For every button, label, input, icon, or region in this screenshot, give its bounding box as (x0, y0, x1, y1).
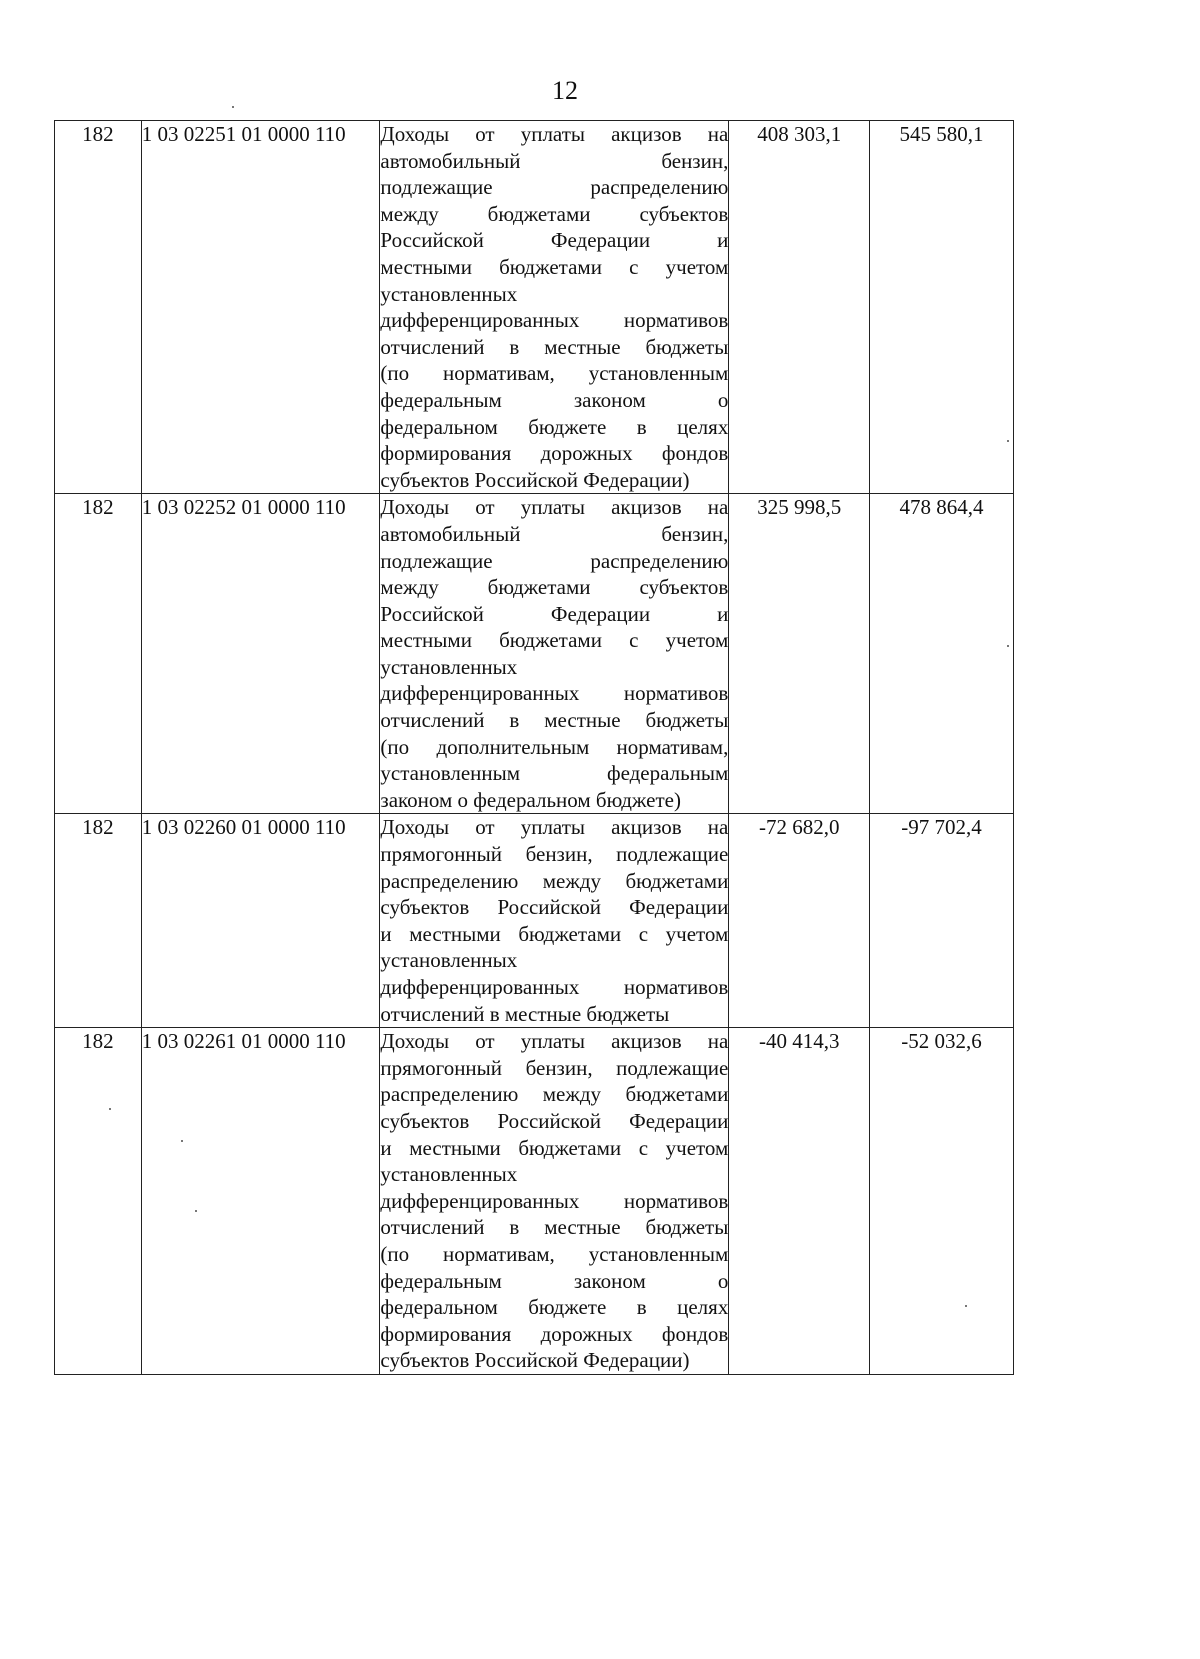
revenue-name-line: установленных (380, 948, 518, 973)
admin-code-cell: 182 (55, 121, 142, 494)
revenue-name-line: отчислений в местные бюджеты (380, 334, 729, 359)
admin-code-cell: 182 (55, 494, 142, 814)
revenue-name-line: отчислений в местные бюджеты (380, 1001, 670, 1026)
revenue-name-line: дифференцированных нормативов (380, 308, 729, 333)
revenue-name-line: отчислений в местные бюджеты (380, 708, 729, 733)
revenue-name-cell (380, 121, 729, 494)
revenue-name-line: подлежащие распределению (380, 175, 729, 200)
budget-classification-code-cell: 1 03 02260 01 0000 110 (141, 814, 380, 1028)
revenue-name-line: Российской Федерации и (380, 228, 729, 253)
table-row (55, 1028, 1014, 1375)
table-row (55, 121, 1014, 494)
revenue-name-line: законом о федеральном бюджете) (380, 787, 681, 812)
table-row (55, 814, 1014, 1028)
revenue-name-line: отчислений в местные бюджеты (380, 1215, 729, 1240)
revenue-name-line: дифференцированных нормативов (380, 1188, 729, 1213)
revenue-name-line: федеральным законом о (380, 387, 729, 412)
scan-speck (109, 1108, 111, 1110)
table-row (55, 494, 1014, 814)
scan-speck (1007, 645, 1009, 647)
admin-code-cell: 182 (55, 1028, 142, 1375)
revenue-name-line: распределению между бюджетами (380, 1082, 729, 1107)
revenue-name-line: установленных (380, 281, 518, 306)
revenue-name-line: Доходы от уплаты акцизов на (380, 122, 729, 146)
revenue-name-line: прямогонный бензин, подлежащие (380, 1055, 729, 1080)
scan-speck (195, 1210, 197, 1212)
revenue-name-line: местными бюджетами с учетом (380, 254, 729, 279)
revenue-name-line: автомобильный бензин, (380, 521, 729, 546)
revenue-name-line: Доходы от уплаты акцизов на (380, 1029, 729, 1054)
revenue-name-line: (по нормативам, установленным (380, 1241, 729, 1266)
admin-code-cell: 182 (55, 814, 142, 1028)
scan-speck (232, 106, 234, 108)
revenue-name-line: подлежащие распределению (380, 548, 729, 573)
revenue-name-line: федеральном бюджете в целях (380, 1295, 729, 1320)
amount-year-1-cell: -40 414,3 (729, 1028, 870, 1375)
budget-classification-code-cell: 1 03 02252 01 0000 110 (141, 494, 380, 814)
amount-year-1-cell: -72 682,0 (729, 814, 870, 1028)
table-body (55, 121, 1014, 1375)
amount-year-1-cell: 325 998,5 (729, 494, 870, 814)
revenue-name-line: субъектов Российской Федерации) (380, 1348, 690, 1373)
revenue-name-line: (по нормативам, установленным (380, 361, 729, 386)
budget-classification-code-cell: 1 03 02251 01 0000 110 (141, 121, 380, 494)
budget-revenue-table (54, 120, 1014, 1375)
revenue-name-line: местными бюджетами с учетом (380, 628, 729, 653)
revenue-name-line: и местными бюджетами с учетом (380, 1135, 729, 1160)
page-number: 12 (552, 76, 578, 105)
revenue-name-line: субъектов Российской Федерации (380, 895, 729, 920)
revenue-name-line: формирования дорожных фондов (380, 1321, 729, 1346)
revenue-name-line: субъектов Российской Федерации) (380, 467, 690, 492)
revenue-name-line: и местными бюджетами с учетом (380, 921, 729, 946)
revenue-name-line: федеральным законом о (380, 1268, 729, 1293)
revenue-name-cell (380, 814, 729, 1028)
revenue-name-line: между бюджетами субъектов (380, 201, 729, 226)
revenue-name-line: распределению между бюджетами (380, 868, 729, 893)
amount-year-2-cell: -52 032,6 (870, 1028, 1014, 1375)
revenue-name-line: Российской Федерации и (380, 601, 729, 626)
amount-year-2-cell: 478 864,4 (870, 494, 1014, 814)
revenue-name-cell (380, 494, 729, 814)
revenue-name-line: формирования дорожных фондов (380, 441, 729, 466)
revenue-name-line: Доходы от уплаты акцизов на (380, 815, 729, 840)
amount-year-2-cell: 545 580,1 (870, 121, 1014, 494)
revenue-name-line: между бюджетами субъектов (380, 575, 729, 600)
revenue-name-line: дифференцированных нормативов (380, 681, 729, 706)
revenue-name-line: установленных (380, 1162, 518, 1187)
revenue-name-line: (по дополнительным нормативам, (380, 734, 729, 759)
amount-year-2-cell: -97 702,4 (870, 814, 1014, 1028)
revenue-name-line: федеральном бюджете в целях (380, 414, 729, 439)
revenue-name-line: дифференцированных нормативов (380, 975, 729, 999)
revenue-name-line: установленным федеральным (380, 761, 729, 786)
revenue-name-cell (380, 1028, 729, 1375)
revenue-name-line: субъектов Российской Федерации (380, 1108, 729, 1133)
scan-speck (965, 1305, 967, 1307)
revenue-name-line: установленных (380, 654, 518, 679)
scan-speck (181, 1140, 183, 1142)
revenue-name-line: прямогонный бензин, подлежащие (380, 842, 729, 867)
budget-classification-code-cell: 1 03 02261 01 0000 110 (141, 1028, 380, 1375)
revenue-name-line: Доходы от уплаты акцизов на (380, 495, 729, 520)
amount-year-1-cell: 408 303,1 (729, 121, 870, 494)
scan-speck (1007, 440, 1009, 442)
revenue-name-line: автомобильный бензин, (380, 148, 729, 173)
